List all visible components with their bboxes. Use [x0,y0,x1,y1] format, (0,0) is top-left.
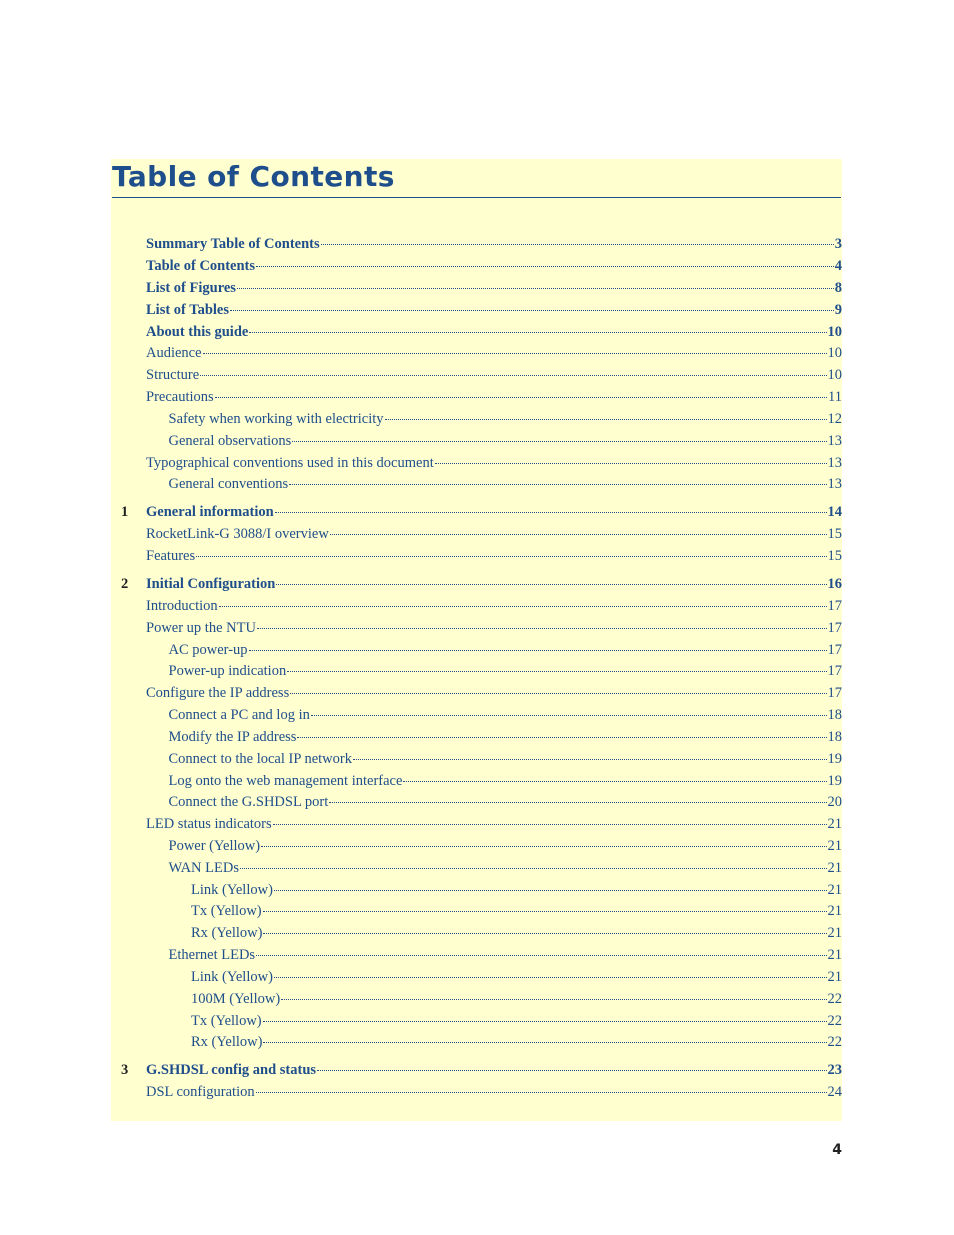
toc-entry-label: Connect a PC and log in [168,707,310,723]
dot-leader [263,933,826,934]
toc-entry[interactable] [191,1032,842,1052]
toc-entry-page: 22 [827,1013,842,1029]
toc-entry-label: AC power-up [168,642,248,658]
toc-entry-page: 15 [827,526,842,542]
toc-entry-label: RocketLink-G 3088/I overview [146,526,329,542]
toc-entry[interactable] [146,343,842,363]
dot-leader [230,310,834,311]
toc-entry-page: 21 [827,925,842,941]
toc-entry-label: DSL configuration [146,1084,255,1100]
toc-entry-page: 17 [827,598,842,614]
dot-leader [256,266,834,267]
dot-leader [353,759,827,760]
toc-entry[interactable] [146,1060,842,1080]
toc-entry-page: 11 [828,389,842,405]
toc-entry-page: 22 [827,1034,842,1050]
toc-entry-page: 22 [827,991,842,1007]
dot-leader [292,441,826,442]
toc-entry-label: Power up the NTU [146,620,256,636]
dot-leader [240,868,827,869]
toc-entry-page: 21 [827,838,842,854]
toc-entry[interactable] [191,967,842,987]
toc-entry-page: 19 [827,773,842,789]
toc-entry-page: 20 [827,794,842,810]
toc-entry[interactable] [169,661,843,681]
dot-leader [311,715,827,716]
toc-entry-page: 21 [827,969,842,985]
toc-entry-page: 8 [834,280,842,296]
toc-entry[interactable] [169,858,843,878]
toc-entry-page: 17 [827,663,842,679]
toc-entry[interactable] [146,256,842,276]
toc-entry-label: Summary Table of Contents [146,236,320,252]
toc-entry-label: Tx (Yellow) [191,903,262,919]
dot-leader [200,375,826,376]
toc-entry-label: Table of Contents [146,258,256,274]
dot-leader [215,397,827,398]
toc-entry-label: Link (Yellow) [191,969,273,985]
chapter-number: 2 [121,576,129,592]
toc-entry-page: 17 [827,620,842,636]
toc-entry-page: 13 [827,433,842,449]
toc-entry-page: 13 [827,455,842,471]
toc-entry-page: 21 [827,860,842,876]
dot-leader [237,288,834,289]
dot-leader [219,606,827,607]
toc-entry-label: LED status indicators [146,816,272,832]
toc-entry-label: Structure [146,367,200,383]
toc-entry[interactable] [146,322,842,342]
toc-entry-page: 14 [827,504,842,520]
toc-entry[interactable] [146,618,842,638]
toc-entry-label: Audience [146,345,202,361]
toc-entry-page: 10 [827,345,842,361]
toc-entry[interactable] [169,727,843,747]
toc-entry[interactable] [191,901,842,921]
toc-entry-page: 17 [827,685,842,701]
dot-leader [263,1021,827,1022]
dot-leader [321,244,834,245]
chapter-number: 1 [121,504,129,520]
toc-entry-label: General information [146,504,274,520]
toc-entry-page: 12 [827,411,842,427]
toc-entry-label: Rx (Yellow) [191,1034,263,1050]
toc-entry[interactable] [191,1011,842,1031]
chapter-number: 3 [121,1062,129,1078]
dot-leader [403,781,826,782]
toc-entry-label: Connect the G.SHDSL port [168,794,329,810]
dot-leader [203,353,827,354]
toc-entry-page: 13 [827,476,842,492]
toc-entry-label: Configure the IP address [146,685,290,701]
toc-entry-label: Precautions [146,389,214,405]
toc-entry-label: Features [146,548,196,564]
dot-leader [256,1092,827,1093]
toc-entry-page: 18 [827,729,842,745]
dot-leader [276,584,826,585]
toc-entry-page: 10 [827,324,842,340]
toc-entry[interactable] [146,814,842,834]
toc-entry-label: G.SHDSL config and status [146,1062,317,1078]
dot-leader [297,737,826,738]
toc-entry-page: 21 [827,947,842,963]
toc-entry[interactable] [146,453,842,473]
toc-entry-label: About this guide [146,324,249,340]
dot-leader [275,512,827,513]
toc-entry-label: List of Figures [146,280,236,296]
toc-entry[interactable] [191,880,842,900]
toc-entry[interactable] [146,524,842,544]
toc-entry-page: 18 [827,707,842,723]
toc-entry-label: Typographical conventions used in this document [146,455,434,471]
toc-entry-label: General observations [168,433,292,449]
page-number: 4 [832,1142,842,1158]
toc-entry-label: Power (Yellow) [168,838,261,854]
toc-entry[interactable] [146,574,842,594]
dot-leader [287,671,826,672]
toc-entry-page: 10 [827,367,842,383]
dot-leader [261,846,826,847]
toc-entry[interactable] [146,683,842,703]
toc-entry[interactable] [169,771,843,791]
dot-leader [249,332,826,333]
dot-leader [249,650,827,651]
toc-entry-label: Modify the IP address [168,729,297,745]
toc-entry-label: Rx (Yellow) [191,925,263,941]
page-title: Table of Contents [112,158,841,198]
toc-entry-label: Link (Yellow) [191,882,273,898]
toc-entry-label: Ethernet LEDs [168,947,256,963]
toc-entry[interactable] [169,640,843,660]
toc-entry-label: Safety when working with electricity [168,411,384,427]
toc-entry[interactable] [169,474,843,494]
toc-entry[interactable] [169,945,843,965]
toc-entry-page: 16 [827,576,842,592]
toc-entry[interactable] [169,409,843,429]
toc-entry-label: Introduction [146,598,218,614]
dot-leader [385,419,827,420]
dot-leader [273,824,827,825]
toc-entry[interactable] [146,546,842,566]
dot-leader [330,534,827,535]
toc-entry-page: 23 [827,1062,842,1078]
toc-entry[interactable] [146,278,842,298]
toc-entry[interactable] [169,705,843,725]
dot-leader [435,463,827,464]
dot-leader [196,556,826,557]
dot-leader [256,955,826,956]
toc-entry-page: 21 [827,816,842,832]
toc-entry[interactable] [169,836,843,856]
toc-entry[interactable] [169,749,843,769]
toc-entry-page: 15 [827,548,842,564]
toc-entry-label: List of Tables [146,302,229,318]
toc-entry[interactable] [146,502,842,522]
toc-entry-label: Log onto the web management interface [168,773,403,789]
dot-leader [274,977,827,978]
dot-leader [274,890,827,891]
dot-leader [281,999,826,1000]
toc-entry-page: 21 [827,903,842,919]
toc-entry-label: Power-up indication [168,663,287,679]
toc-entry-page: 19 [827,751,842,767]
toc-entry-label: Tx (Yellow) [191,1013,262,1029]
dot-leader [289,484,826,485]
toc-entry[interactable] [146,234,842,254]
toc-entry-page: 24 [827,1084,842,1100]
toc-entry-page: 3 [834,236,842,252]
toc-entry-page: 21 [827,882,842,898]
toc-entry-page: 17 [827,642,842,658]
dot-leader [329,802,826,803]
dot-leader [263,1042,826,1043]
toc-entry[interactable] [146,387,842,407]
toc-entry-label: 100M (Yellow) [191,991,281,1007]
toc-entry[interactable] [191,989,842,1009]
dot-leader [263,911,827,912]
toc-entry-page: 9 [834,302,842,318]
toc-entry[interactable] [191,923,842,943]
toc-entry-label: Connect to the local IP network [168,751,352,767]
toc-entry[interactable] [146,596,842,616]
toc-entry[interactable] [169,431,843,451]
toc-entry[interactable] [146,365,842,385]
dot-leader [290,693,826,694]
toc-entry[interactable] [146,1082,842,1102]
toc-entry-label: General conventions [168,476,289,492]
toc-entry-label: Initial Configuration [146,576,276,592]
dot-leader [317,1070,826,1071]
toc-entry[interactable] [146,300,842,320]
toc-entry-label: WAN LEDs [168,860,239,876]
toc-entry-page: 4 [834,258,842,274]
dot-leader [257,628,827,629]
toc-entry[interactable] [169,792,843,812]
